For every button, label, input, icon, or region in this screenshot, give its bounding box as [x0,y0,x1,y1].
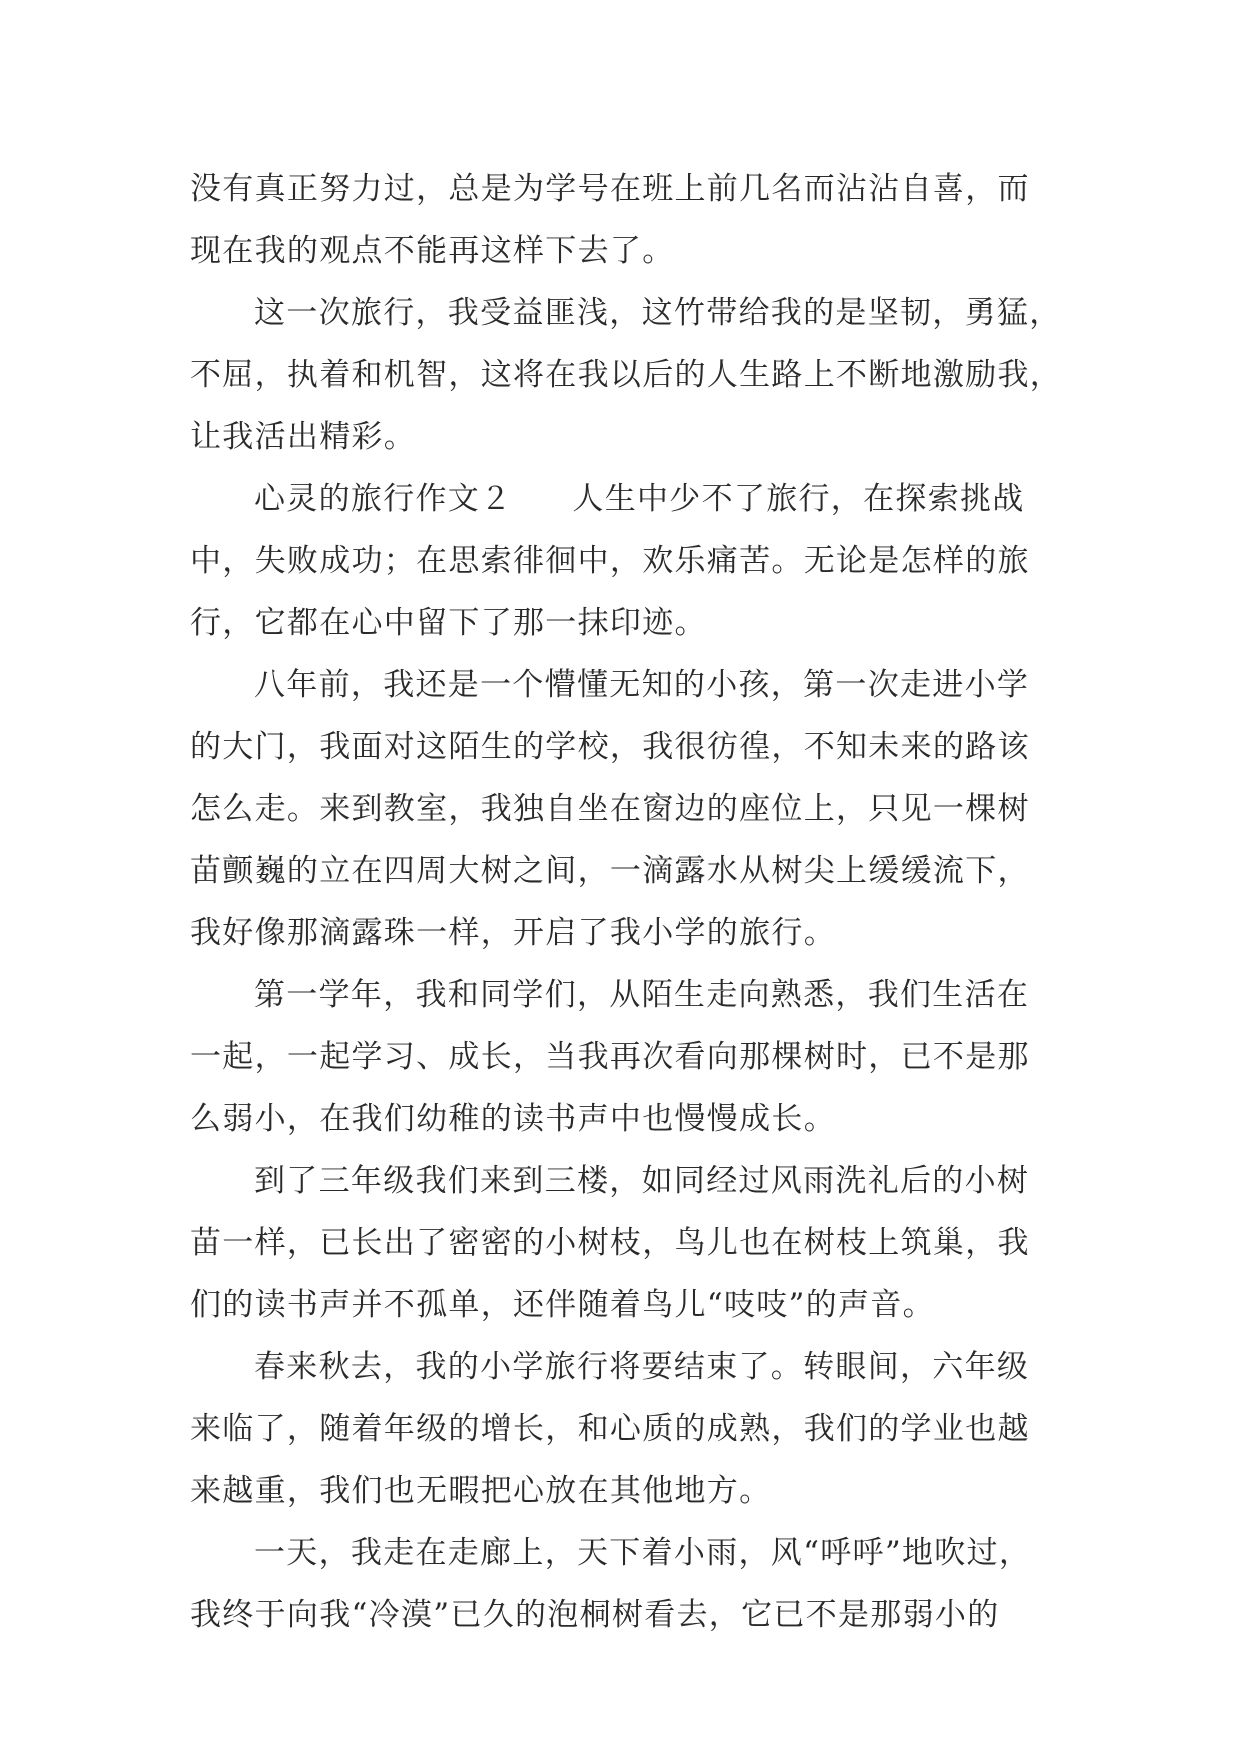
document-body [190,158,1070,1646]
text-line: 的大门，我面对这陌生的学校，我很彷徨，不知未来的路该 [190,729,1030,765]
text-line: 苗颤巍的立在四周大树之间，一滴露水从树尖上缓缓流下， [190,853,1030,889]
text-line: 来临了，随着年级的增长，和心质的成熟，我们的学业也越 [190,1411,1030,1447]
text-line: 行，它都在心中留下了那一抹印迹。 [190,605,707,641]
text-line: 么弱小，在我们幼稚的读书声中也慢慢成长。 [190,1101,836,1137]
text-line: 们的读书声并不孤单，还伴随着鸟儿“吱吱”的声音。 [190,1287,935,1323]
text-line: 怎么走。来到教室，我独自坐在窗边的座位上，只见一棵树 [190,791,1030,827]
text-line [190,468,1070,530]
text-line: 中，失败成功；在思索徘徊中，欢乐痛苦。无论是怎样的旅 [190,543,1030,579]
essay-heading: 心灵的旅行作文２ [254,481,513,517]
text-line: 没有真正努力过，总是为学号在班上前几名而沾沾自喜，而 [190,171,1030,207]
text-line: 让我活出精彩。 [190,419,417,455]
text-line: 我终于向我“冷漠”已久的泡桐树看去，它已不是那弱小的 [190,1597,1000,1633]
text-line: 不屈，执着和机智，这将在我以后的人生路上不断地激励我， [190,357,1063,393]
text-line: 我好像那滴露珠一样，开启了我小学的旅行。 [190,915,836,951]
text-line: 现在我的观点不能再这样下去了。 [190,233,675,269]
text-line: 这一次旅行，我受益匪浅，这竹带给我的是坚韧，勇猛， [254,295,1062,331]
text-line: 春来秋去，我的小学旅行将要结束了。转眼间，六年级 [254,1349,1030,1385]
text-line: 一起，一起学习、成长，当我再次看向那棵树时，已不是那 [190,1039,1030,1075]
text-line: 八年前，我还是一个懵懂无知的小孩，第一次走进小学 [254,667,1030,703]
text-line: 来越重，我们也无暇把心放在其他地方。 [190,1473,772,1509]
text-fragment: 人生中少不了旅行，在探索挑战 [572,481,1025,517]
text-line: 到了三年级我们来到三楼，如同经过风雨洗礼后的小树 [254,1163,1030,1199]
text-line: 一天，我走在走廊上，天下着小雨，风“呼呼”地吹过， [254,1535,1032,1571]
text-line: 苗一样，已长出了密密的小树枝，鸟儿也在树枝上筑巢，我 [190,1225,1030,1261]
text-line: 第一学年，我和同学们，从陌生走向熟悉，我们生活在 [254,977,1030,1013]
